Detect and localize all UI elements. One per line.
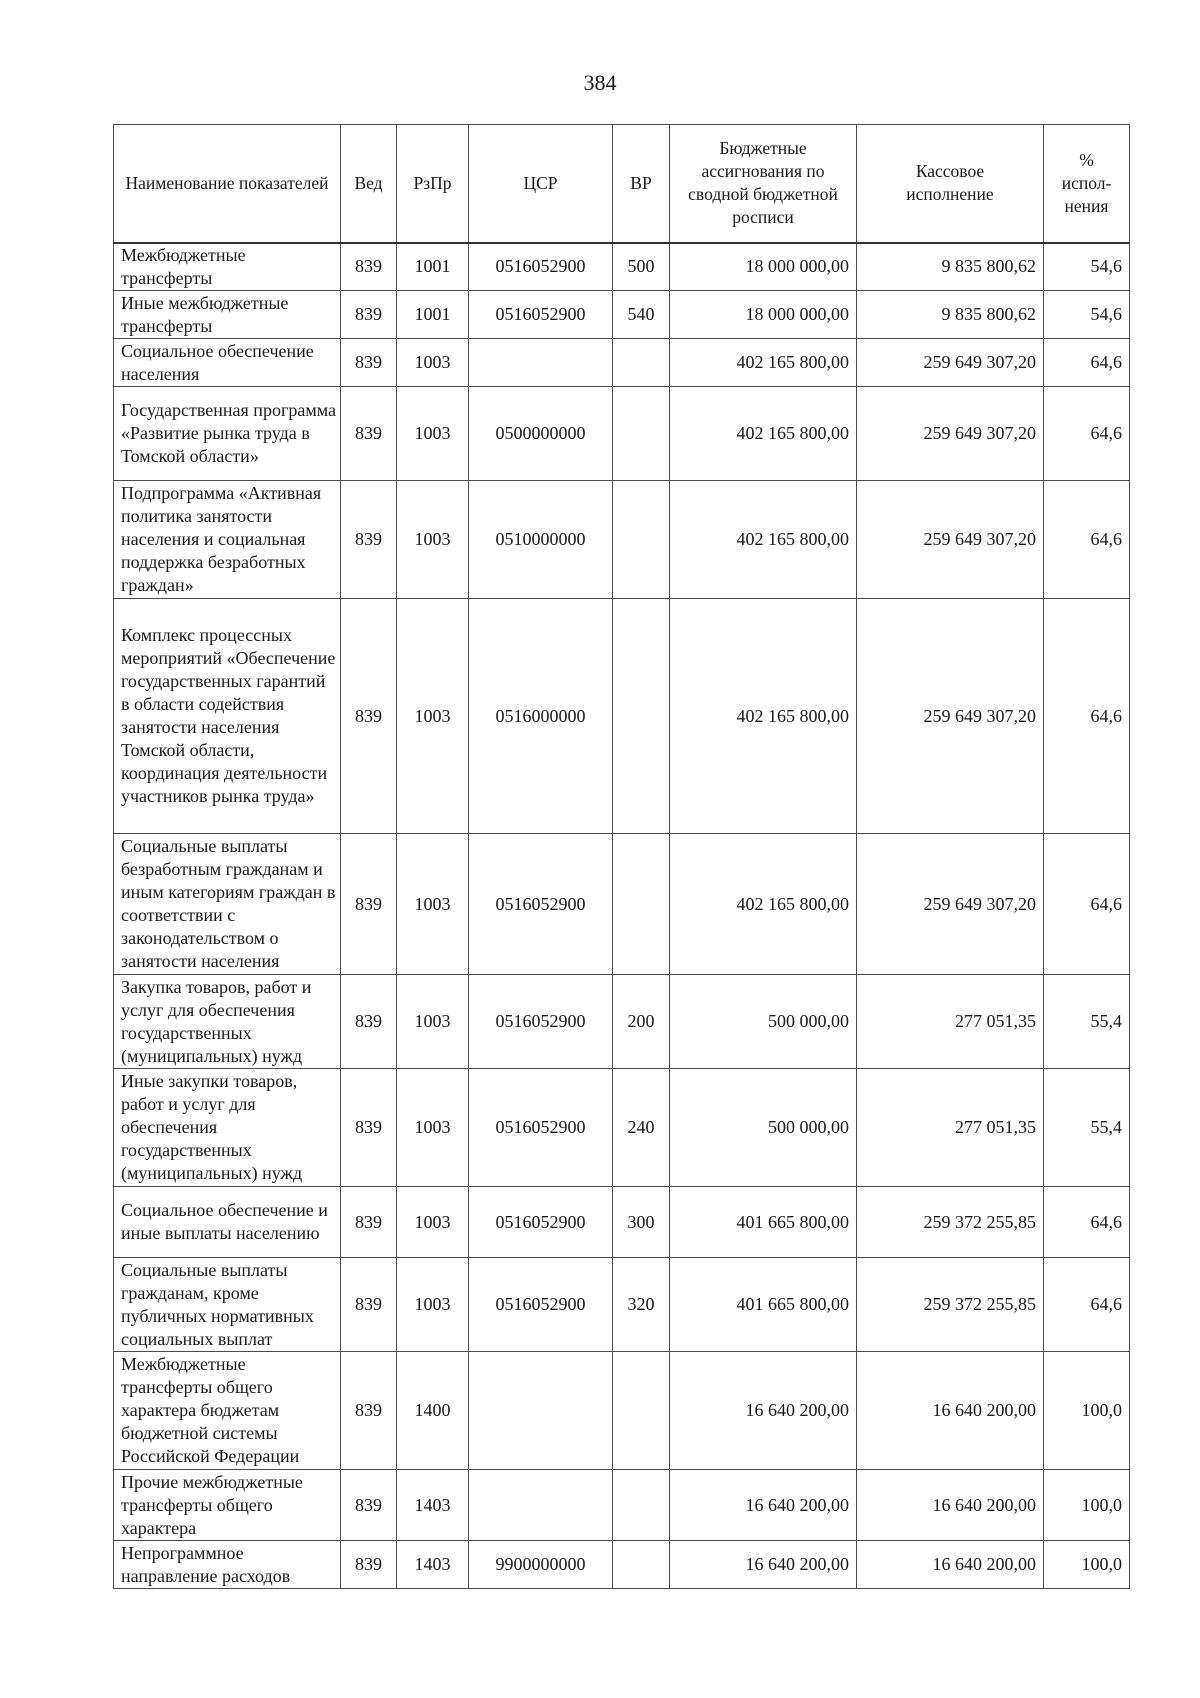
row-rzpr: 1003 (397, 387, 469, 481)
row-pct: 64,6 (1044, 1187, 1130, 1258)
row-rzpr: 1003 (397, 599, 469, 834)
table-row (114, 291, 1130, 339)
header-vr: ВР (613, 125, 670, 243)
budget-execution-table (113, 124, 1130, 1589)
row-vr: 500 (613, 243, 670, 291)
row-ved: 839 (341, 1187, 397, 1258)
header-rzpr: РзПр (397, 125, 469, 243)
row-vr (613, 1352, 670, 1470)
row-kassa: 9 835 800,62 (857, 291, 1044, 339)
row-kassa: 16 640 200,00 (857, 1541, 1044, 1589)
row-pct: 64,6 (1044, 339, 1130, 387)
row-csr: 0516052900 (469, 975, 613, 1069)
row-name: Социальное обеспечение населения (114, 339, 341, 387)
row-ved: 839 (341, 387, 397, 481)
table-row (114, 1352, 1130, 1470)
header-ved: Вед (341, 125, 397, 243)
header-name: Наименование показателей (114, 125, 341, 243)
row-pct: 100,0 (1044, 1470, 1130, 1541)
row-rzpr: 1003 (397, 834, 469, 975)
row-csr (469, 339, 613, 387)
row-vr (613, 599, 670, 834)
row-vr: 320 (613, 1258, 670, 1352)
header-pct: % испол-нения (1044, 125, 1130, 243)
row-budget: 402 165 800,00 (670, 599, 857, 834)
row-budget: 18 000 000,00 (670, 291, 857, 339)
row-kassa: 277 051,35 (857, 1069, 1044, 1187)
page-number: 384 (583, 70, 617, 95)
row-name: Государственная программа «Развитие рынка труда в Томской области» (114, 387, 341, 481)
table-row (114, 243, 1130, 291)
row-ved: 839 (341, 1352, 397, 1470)
row-ved: 839 (341, 339, 397, 387)
row-rzpr: 1403 (397, 1470, 469, 1541)
table-row (114, 599, 1130, 834)
row-csr: 0516052900 (469, 1187, 613, 1258)
row-rzpr: 1403 (397, 1541, 469, 1589)
row-ved: 839 (341, 1258, 397, 1352)
row-rzpr: 1003 (397, 1258, 469, 1352)
row-rzpr: 1001 (397, 243, 469, 291)
row-pct: 100,0 (1044, 1541, 1130, 1589)
row-pct: 54,6 (1044, 243, 1130, 291)
row-name: Иные межбюджетные трансферты (114, 291, 341, 339)
row-kassa: 259 649 307,20 (857, 481, 1044, 599)
row-budget: 402 165 800,00 (670, 387, 857, 481)
row-kassa: 259 649 307,20 (857, 339, 1044, 387)
row-csr: 0500000000 (469, 387, 613, 481)
row-csr: 0516052900 (469, 1258, 613, 1352)
row-vr: 540 (613, 291, 670, 339)
row-csr (469, 1352, 613, 1470)
row-budget: 16 640 200,00 (670, 1541, 857, 1589)
row-rzpr: 1400 (397, 1352, 469, 1470)
row-budget: 402 165 800,00 (670, 481, 857, 599)
row-csr: 9900000000 (469, 1541, 613, 1589)
row-budget: 16 640 200,00 (670, 1470, 857, 1541)
table-row (114, 975, 1130, 1069)
row-kassa: 259 372 255,85 (857, 1187, 1044, 1258)
header-kassa: Кассовое исполнение (857, 125, 1044, 243)
row-ved: 839 (341, 291, 397, 339)
row-csr: 0516052900 (469, 1069, 613, 1187)
row-budget: 500 000,00 (670, 1069, 857, 1187)
row-pct: 64,6 (1044, 1258, 1130, 1352)
row-kassa: 259 649 307,20 (857, 834, 1044, 975)
row-pct: 55,4 (1044, 975, 1130, 1069)
row-name: Социальные выплаты гражданам, кроме публичных нормативных социальных выплат (114, 1258, 341, 1352)
row-kassa: 259 372 255,85 (857, 1258, 1044, 1352)
row-ved: 839 (341, 1541, 397, 1589)
table-row (114, 481, 1130, 599)
table-row (114, 387, 1130, 481)
row-name: Социальные выплаты безработным гражданам и иным категориям граждан в соответствии с законодательством о занятости населения (114, 834, 341, 975)
row-budget: 16 640 200,00 (670, 1352, 857, 1470)
row-vr: 200 (613, 975, 670, 1069)
row-budget: 401 665 800,00 (670, 1187, 857, 1258)
table-row (114, 1069, 1130, 1187)
row-ved: 839 (341, 975, 397, 1069)
row-budget: 401 665 800,00 (670, 1258, 857, 1352)
row-name: Комплекс процессных мероприятий «Обеспечение государственных гарантий в области содействия занятости населения Томской области, координация деятельности участников рынка труда» (114, 599, 341, 834)
row-name: Межбюджетные трансферты общего характера бюджетам бюджетной системы Российской Федерации (114, 1352, 341, 1470)
row-name: Иные закупки товаров, работ и услуг для обеспечения государственных (муниципальных) нужд (114, 1069, 341, 1187)
header-budget: Бюджетные ассигнования по сводной бюджетной росписи (670, 125, 857, 243)
row-vr (613, 1470, 670, 1541)
row-name: Подпрограмма «Активная политика занятости населения и социальная поддержка безработных граждан» (114, 481, 341, 599)
header-csr: ЦСР (469, 125, 613, 243)
row-vr: 300 (613, 1187, 670, 1258)
row-name: Межбюджетные трансферты (114, 243, 341, 291)
row-ved: 839 (341, 481, 397, 599)
row-budget: 402 165 800,00 (670, 339, 857, 387)
row-ved: 839 (341, 1069, 397, 1187)
row-ved: 839 (341, 1470, 397, 1541)
row-ved: 839 (341, 243, 397, 291)
row-rzpr: 1003 (397, 481, 469, 599)
row-name: Прочие межбюджетные трансферты общего характера (114, 1470, 341, 1541)
table-row (114, 1258, 1130, 1352)
row-pct: 64,6 (1044, 599, 1130, 834)
row-budget: 18 000 000,00 (670, 243, 857, 291)
row-rzpr: 1001 (397, 291, 469, 339)
row-csr: 0516052900 (469, 243, 613, 291)
row-budget: 402 165 800,00 (670, 834, 857, 975)
table-row (114, 834, 1130, 975)
row-vr (613, 481, 670, 599)
row-kassa: 277 051,35 (857, 975, 1044, 1069)
row-csr: 0516052900 (469, 291, 613, 339)
table-row (114, 1541, 1130, 1589)
row-pct: 64,6 (1044, 834, 1130, 975)
row-name: Социальное обеспечение и иные выплаты населению (114, 1187, 341, 1258)
row-rzpr: 1003 (397, 975, 469, 1069)
row-csr: 0516000000 (469, 599, 613, 834)
row-csr (469, 1470, 613, 1541)
table-row (114, 1470, 1130, 1541)
row-budget: 500 000,00 (670, 975, 857, 1069)
row-pct: 54,6 (1044, 291, 1130, 339)
row-vr (613, 834, 670, 975)
row-pct: 64,6 (1044, 387, 1130, 481)
row-ved: 839 (341, 599, 397, 834)
row-vr (613, 1541, 670, 1589)
row-kassa: 259 649 307,20 (857, 387, 1044, 481)
row-kassa: 259 649 307,20 (857, 599, 1044, 834)
row-rzpr: 1003 (397, 1187, 469, 1258)
row-pct: 64,6 (1044, 481, 1130, 599)
row-rzpr: 1003 (397, 1069, 469, 1187)
row-kassa: 16 640 200,00 (857, 1352, 1044, 1470)
row-name: Закупка товаров, работ и услуг для обеспечения государственных (муниципальных) нужд (114, 975, 341, 1069)
row-csr: 0510000000 (469, 481, 613, 599)
row-name: Непрограммное направление расходов (114, 1541, 341, 1589)
row-ved: 839 (341, 834, 397, 975)
row-kassa: 16 640 200,00 (857, 1470, 1044, 1541)
row-pct: 100,0 (1044, 1352, 1130, 1470)
table-row (114, 1187, 1130, 1258)
row-kassa: 9 835 800,62 (857, 243, 1044, 291)
row-csr: 0516052900 (469, 834, 613, 975)
row-rzpr: 1003 (397, 339, 469, 387)
row-vr: 240 (613, 1069, 670, 1187)
table-header-row (114, 125, 1130, 243)
row-vr (613, 339, 670, 387)
row-pct: 55,4 (1044, 1069, 1130, 1187)
row-vr (613, 387, 670, 481)
table-row (114, 339, 1130, 387)
